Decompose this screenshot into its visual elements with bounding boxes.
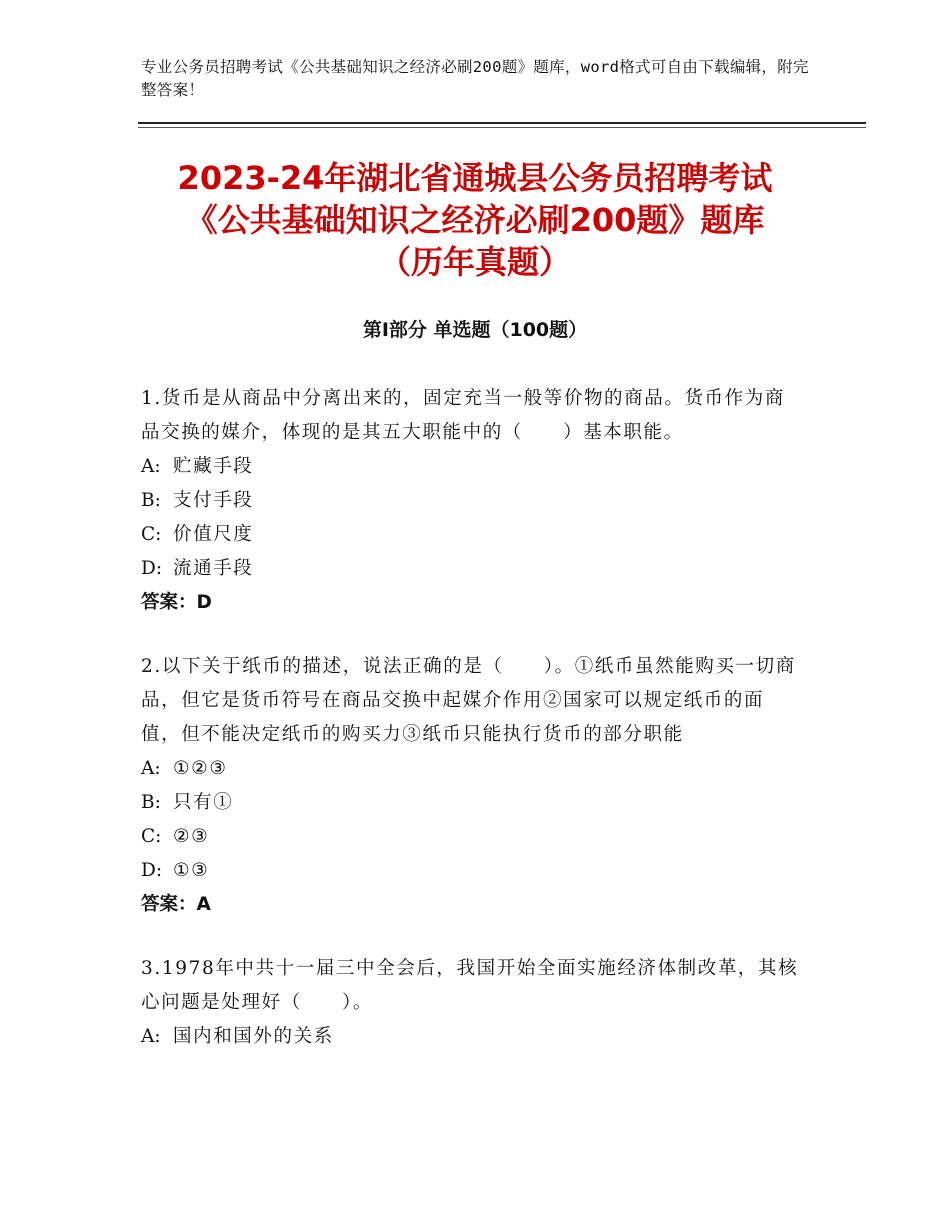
option-key: C: [141,826,162,847]
option-text: 只有① [173,792,234,813]
option-c [141,820,801,854]
section-heading: 第Ⅰ部分 单选题（100题） [362,319,588,341]
question-stem: 3.1978年中共十一届三中全会后，我国开始全面实施经济体制改革，其核心问题是处理好（ ）。 [141,958,799,1013]
title-line: 《公共基础知识之经济必刷200题》题库 [185,201,765,239]
option-key: B: [141,490,161,511]
document-title [100,157,850,283]
option-key: A: [141,456,161,477]
header-divider-thick [138,122,866,124]
option-key: A: [141,758,161,779]
option-key: A: [141,1026,161,1047]
option-d [141,854,801,888]
option-key: C: [141,524,162,545]
option-text: 价值尺度 [173,524,254,545]
option-b [141,484,801,518]
option-a [141,752,801,786]
question-stem: 1.货币是从商品中分离出来的，固定充当一般等价物的商品。货币作为商品交换的媒介，体现的是其五大职能中的（ ）基本职能。 [141,388,785,443]
option-c [141,518,801,552]
question-1 [141,382,801,620]
option-key: D: [141,860,163,881]
option-text: 支付手段 [173,490,254,511]
option-text: 流通手段 [173,558,254,579]
question-stem: 2.以下关于纸币的描述，说法正确的是（ ）。①纸币虽然能购买一切商品，但它是货币符号在商品交换中起媒介作用②国家可以规定纸币的面值，但不能决定纸币的购买力③纸币只能执行货币的部分职能 [141,656,796,745]
option-d [141,552,801,586]
option-text: ①②③ [173,758,228,779]
option-b [141,786,801,820]
option-text: ②③ [173,826,210,847]
option-a [141,1020,801,1054]
question-2 [141,650,801,922]
option-text: ①③ [173,860,210,881]
question-list [141,382,801,1084]
header-divider-thin [138,127,866,128]
option-key: D: [141,558,163,579]
option-key: B: [141,792,161,813]
question-3 [141,952,801,1054]
title-line: 2023-24年湖北省通城县公务员招聘考试 [177,159,773,197]
title-line: （历年真题） [378,243,571,281]
answer-line: 答案：D [141,592,212,613]
header-note: 专业公务员招聘考试《公共基础知识之经济必刷200题》题库，word格式可自由下载编辑，附完整答案！ [141,58,809,99]
option-a [141,450,801,484]
option-text: 贮藏手段 [173,456,254,477]
option-text: 国内和国外的关系 [173,1026,334,1047]
answer-line: 答案：A [141,894,211,915]
